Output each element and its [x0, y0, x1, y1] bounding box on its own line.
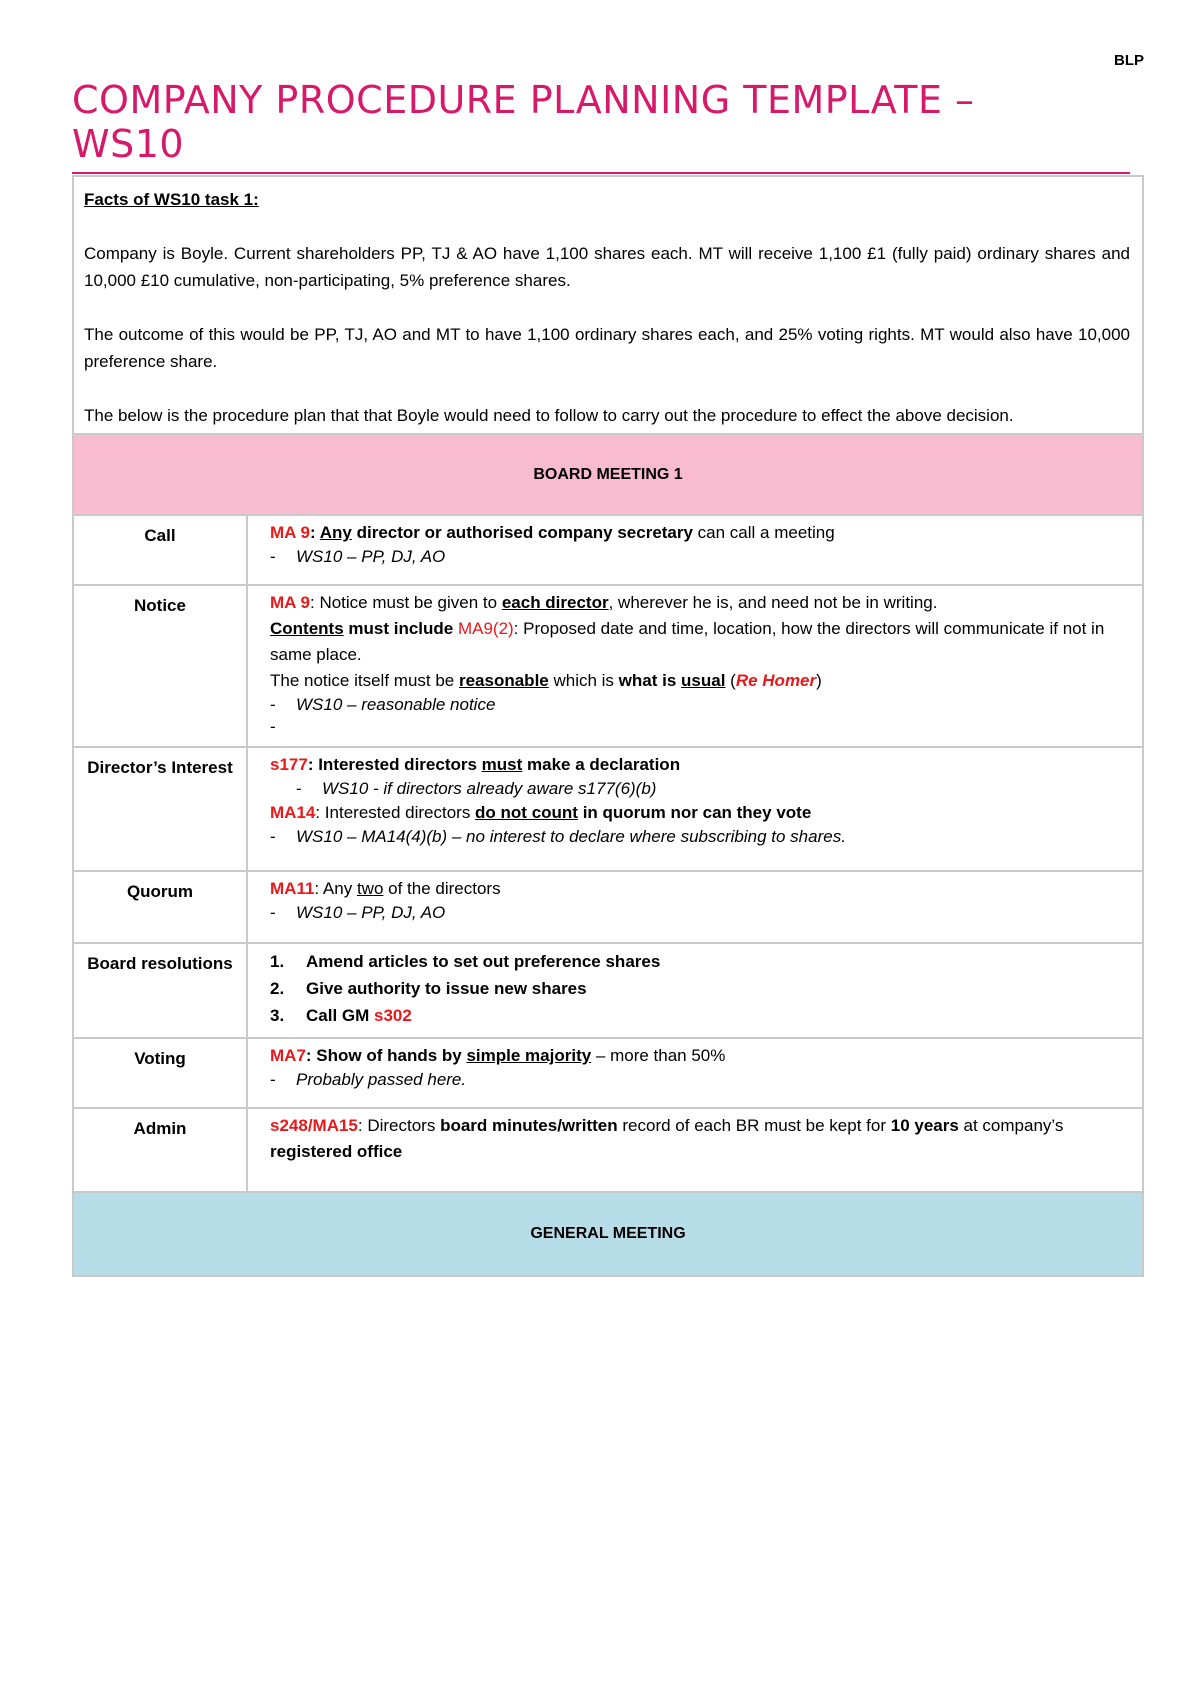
voting-label: Voting [73, 1038, 247, 1108]
notice-usual: usual [681, 671, 726, 690]
resolution-text: Give authority to issue new shares [306, 979, 587, 998]
general-meeting-heading: GENERAL MEETING [73, 1192, 1143, 1276]
notice-text-1: : Notice must be given to [310, 593, 502, 612]
page-title: COMPANY PROCEDURE PLANNING TEMPLATE – WS10 [72, 78, 975, 166]
board-meeting-band-row [73, 434, 1143, 515]
interest-text-1: : Interested directors [307, 755, 482, 774]
interest-do-not-count: do not count [475, 803, 578, 822]
resolution-number: 3. [270, 1006, 285, 1025]
resolution-item [270, 1002, 1132, 1029]
notice-what-is: what is [618, 671, 682, 690]
call-who: director or authorised company secretary [351, 523, 693, 542]
interest-ref-1: s177 [270, 755, 308, 774]
facts-paragraph-2: The outcome of this would be PP, TJ, AO and MT to have 1,100 ordinary shares each, and 25% voting rights. MT would also have 10,000 preference share. [84, 325, 1130, 371]
resolution-number: 1. [270, 952, 285, 971]
resolutions-row [73, 943, 1143, 1038]
interest-content [247, 747, 1143, 871]
interest-text-2: make a declaration [522, 755, 681, 774]
interest-row [73, 747, 1143, 871]
resolution-item [270, 948, 1132, 975]
resolutions-label: Board resolutions [73, 943, 247, 1038]
header-tag: BLP [1114, 52, 1144, 69]
resolution-item [270, 975, 1132, 1002]
call-row [73, 515, 1143, 585]
call-colon: : [310, 523, 320, 542]
notice-ref-2: MA9(2) [457, 619, 514, 638]
voting-note: - Probably passed here. [270, 1069, 1132, 1091]
interest-text-4: in quorum nor can they vote [577, 803, 812, 822]
quorum-content [247, 871, 1143, 943]
interest-note-2: - WS10 – MA14(4)(b) – no interest to declare where subscribing to shares. [270, 826, 1132, 848]
procedure-table [72, 175, 1144, 1277]
notice-text-5: which is [548, 671, 619, 690]
notice-ref: MA 9 [270, 593, 310, 612]
notice-must-include: must include [343, 619, 458, 638]
notice-empty-bullet [270, 716, 1132, 738]
quorum-row [73, 871, 1143, 943]
voting-ref: MA7 [270, 1046, 306, 1065]
notice-text-4: The notice itself must be [270, 671, 459, 690]
admin-label: Admin [73, 1108, 247, 1192]
notice-content [247, 585, 1143, 747]
admin-text-2: record of each BR must be kept for [617, 1116, 891, 1135]
quorum-two: two [356, 879, 384, 898]
resolutions-list [270, 948, 1132, 1029]
notice-label: Notice [73, 585, 247, 747]
notice-contents: Contents [270, 619, 344, 638]
notice-paren-open: ( [725, 671, 736, 690]
voting-row [73, 1038, 1143, 1108]
quorum-text-2: of the directors [383, 879, 501, 898]
admin-years: 10 years [890, 1116, 959, 1135]
facts-cell [73, 176, 1143, 434]
resolution-text: Amend articles to set out preference shares [306, 952, 661, 971]
quorum-ref: MA11 [270, 879, 315, 898]
title-rule [72, 172, 1130, 174]
interest-ref-2: MA14 [270, 803, 316, 822]
interest-note-1: - WS10 - if directors already aware s177(6)(b) [296, 778, 1132, 800]
admin-text-1: : Directors [357, 1116, 441, 1135]
call-ref: MA 9 [270, 523, 310, 542]
notice-case: Re Homer [735, 671, 817, 690]
admin-office: registered office [270, 1142, 403, 1161]
admin-minutes: board minutes/written [440, 1116, 618, 1135]
notice-each-director: each director [501, 593, 609, 612]
facts-paragraph-3: The below is the procedure plan that that Boyle would need to follow to carry out the procedure to effect the above decision. [84, 406, 1014, 425]
voting-content [247, 1038, 1143, 1108]
notice-text-3: : Proposed date and time, location, how the directors will communicate if not in same place. [270, 619, 1105, 664]
interest-text-3: : Interested directors [315, 803, 476, 822]
quorum-text-1: : Any [314, 879, 357, 898]
resolution-ref: s302 [374, 1006, 412, 1025]
admin-row [73, 1108, 1143, 1192]
interest-must: must [481, 755, 523, 774]
voting-text-2: – more than 50% [591, 1046, 726, 1065]
facts-row [73, 176, 1143, 434]
admin-content [247, 1108, 1143, 1192]
notice-row [73, 585, 1143, 747]
voting-simple-majority: simple majority [466, 1046, 592, 1065]
resolution-text: Call GM [306, 1006, 375, 1025]
call-note: - WS10 – PP, DJ, AO [270, 546, 1132, 568]
call-content [247, 515, 1143, 585]
facts-paragraph-1: Company is Boyle. Current shareholders PP, TJ & AO have 1,100 shares each. MT will receive 1,100 £1 (fully paid) ordinary shares and 10,000 £10 cumulative, non-participating, 5% preference shares. [84, 244, 1130, 290]
notice-reasonable: reasonable [458, 671, 549, 690]
interest-label: Director’s Interest [73, 747, 247, 871]
facts-heading: Facts of WS10 task 1: [84, 190, 259, 209]
quorum-label: Quorum [73, 871, 247, 943]
admin-text-3: at company’s [958, 1116, 1064, 1135]
general-meeting-band-row [73, 1192, 1143, 1276]
call-label: Call [73, 515, 247, 585]
admin-ref: s248/MA15 [270, 1116, 358, 1135]
voting-text-1: : Show of hands by [305, 1046, 467, 1065]
resolutions-content [247, 943, 1143, 1038]
quorum-note: - WS10 – PP, DJ, AO [270, 902, 1132, 924]
board-meeting-heading: BOARD MEETING 1 [73, 434, 1143, 515]
call-any: Any [319, 523, 352, 542]
notice-note: - WS10 – reasonable notice [270, 694, 1132, 716]
call-rest: can call a meeting [692, 523, 835, 542]
notice-text-2: , wherever he is, and need not be in writing. [608, 593, 938, 612]
resolution-number: 2. [270, 979, 285, 998]
notice-paren-close: ) [816, 671, 822, 690]
